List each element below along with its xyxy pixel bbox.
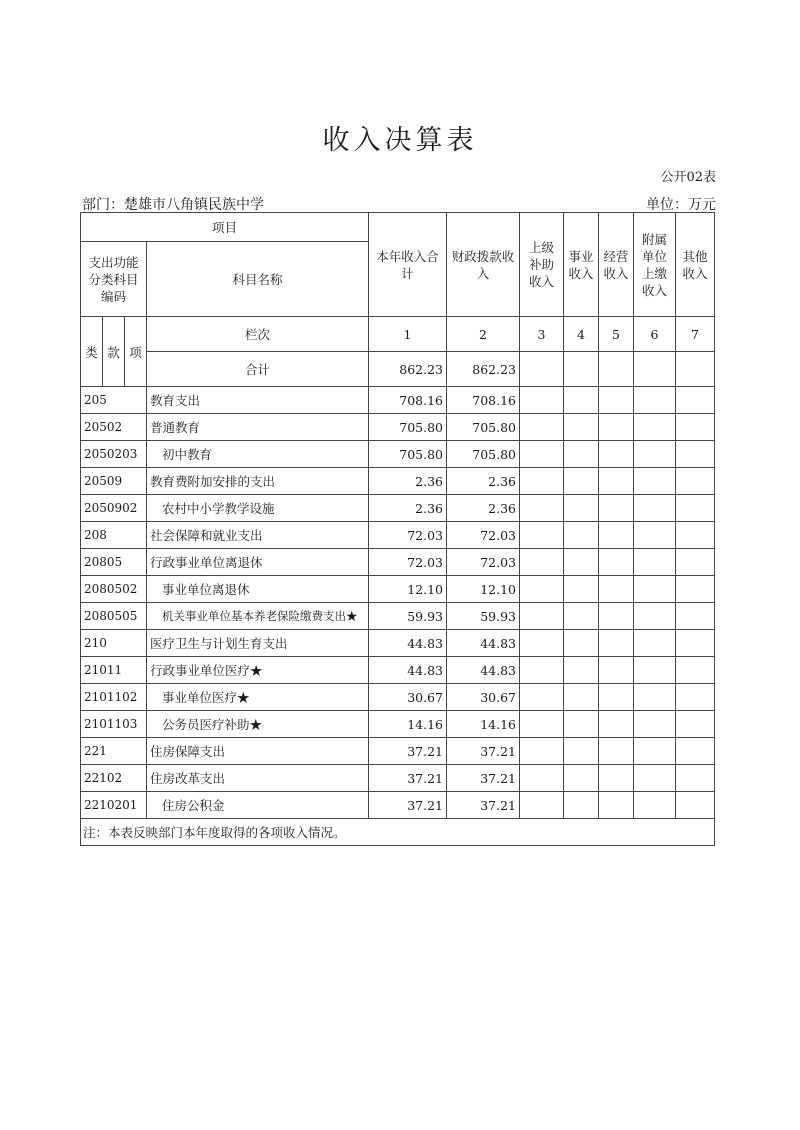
row-empty-cell — [564, 576, 599, 603]
unit-label: 单位：万元 — [646, 197, 716, 213]
row-fiscal: 14.16 — [447, 711, 520, 738]
table-row — [81, 765, 715, 792]
row-total: 14.16 — [369, 711, 447, 738]
income-table — [80, 212, 715, 846]
row-empty-cell — [520, 765, 564, 792]
row-empty-cell — [520, 711, 564, 738]
page-title: 收入决算表 — [322, 125, 478, 156]
table-row — [81, 549, 715, 576]
row-subject-text: 事业单位医疗★ — [162, 690, 250, 705]
table-row — [81, 495, 715, 522]
row-subject-name — [147, 792, 369, 819]
row-subject-name — [147, 468, 369, 495]
row-total: 37.21 — [369, 738, 447, 765]
row-empty-cell — [564, 603, 599, 630]
table-row — [81, 711, 715, 738]
table-note: 注：本表反映部门本年度取得的各项收入情况。 — [81, 819, 715, 846]
col-number-1: 1 — [369, 317, 447, 352]
total-value-4 — [564, 352, 599, 387]
row-empty-cell — [520, 738, 564, 765]
row-subject-text: 医疗卫生与计划生育支出 — [150, 636, 288, 651]
row-total: 59.93 — [369, 603, 447, 630]
lanci-label: 栏次 — [147, 317, 369, 352]
col-header-3: 上级补助收入 — [520, 213, 564, 317]
total-value-7 — [676, 352, 715, 387]
row-empty-cell — [676, 495, 715, 522]
department-label: 部门：楚雄市八角镇民族中学 — [82, 197, 264, 213]
col-number-5: 5 — [599, 317, 634, 352]
row-empty-cell — [564, 441, 599, 468]
row-empty-cell — [520, 657, 564, 684]
row-code: 20805 — [81, 549, 147, 576]
row-empty-cell — [634, 414, 676, 441]
total-value-6 — [634, 352, 676, 387]
row-empty-cell — [520, 441, 564, 468]
row-empty-cell — [520, 549, 564, 576]
row-empty-cell — [520, 576, 564, 603]
row-empty-cell — [634, 549, 676, 576]
total-label: 合计 — [147, 352, 369, 387]
table-row — [81, 603, 715, 630]
row-subject-name — [147, 441, 369, 468]
row-empty-cell — [520, 387, 564, 414]
row-subject-text: 行政事业单位医疗★ — [150, 663, 263, 678]
row-empty-cell — [564, 522, 599, 549]
row-empty-cell — [634, 468, 676, 495]
row-fiscal: 44.83 — [447, 657, 520, 684]
row-empty-cell — [676, 765, 715, 792]
table-row — [81, 522, 715, 549]
row-empty-cell — [676, 603, 715, 630]
row-empty-cell — [634, 711, 676, 738]
row-total: 2.36 — [369, 495, 447, 522]
row-code: 210 — [81, 630, 147, 657]
row-code: 2101102 — [81, 684, 147, 711]
table-row — [81, 387, 715, 414]
table-row — [81, 792, 715, 819]
row-empty-cell — [599, 792, 634, 819]
col-header-7: 其他收入 — [676, 213, 715, 317]
table-row — [81, 738, 715, 765]
row-subject-text: 事业单位离退休 — [162, 582, 250, 597]
row-empty-cell — [564, 630, 599, 657]
row-empty-cell — [676, 792, 715, 819]
row-empty-cell — [676, 711, 715, 738]
row-total: 30.67 — [369, 684, 447, 711]
row-empty-cell — [676, 684, 715, 711]
row-empty-cell — [564, 792, 599, 819]
row-subject-text: 社会保障和就业支出 — [150, 528, 263, 543]
row-total: 44.83 — [369, 630, 447, 657]
row-empty-cell — [634, 576, 676, 603]
total-value-1: 862.23 — [369, 352, 447, 387]
table-row — [81, 630, 715, 657]
row-fiscal: 72.03 — [447, 522, 520, 549]
xiang-header: 项 — [125, 317, 147, 387]
row-empty-cell — [599, 549, 634, 576]
row-empty-cell — [634, 684, 676, 711]
row-code: 2050203 — [81, 441, 147, 468]
row-empty-cell — [599, 738, 634, 765]
table-row — [81, 576, 715, 603]
col-number-6: 6 — [634, 317, 676, 352]
col-number-2: 2 — [447, 317, 520, 352]
row-total: 72.03 — [369, 522, 447, 549]
row-total: 72.03 — [369, 549, 447, 576]
row-empty-cell — [634, 630, 676, 657]
row-fiscal: 37.21 — [447, 765, 520, 792]
row-code: 22102 — [81, 765, 147, 792]
row-total: 705.80 — [369, 441, 447, 468]
row-empty-cell — [634, 738, 676, 765]
row-empty-cell — [520, 468, 564, 495]
table-row — [81, 684, 715, 711]
row-empty-cell — [634, 495, 676, 522]
row-empty-cell — [676, 657, 715, 684]
row-subject-name — [147, 414, 369, 441]
row-code: 205 — [81, 387, 147, 414]
col-header-4: 事业收入 — [564, 213, 599, 317]
row-code: 20509 — [81, 468, 147, 495]
row-fiscal: 2.36 — [447, 495, 520, 522]
row-empty-cell — [676, 441, 715, 468]
row-empty-cell — [634, 441, 676, 468]
row-subject-text: 行政事业单位离退休 — [150, 555, 263, 570]
form-number: 公开02表 — [660, 170, 716, 185]
col-header-6: 附属单位上缴收入 — [634, 213, 676, 317]
row-subject-name — [147, 387, 369, 414]
note-row — [81, 819, 715, 846]
row-total: 37.21 — [369, 765, 447, 792]
row-empty-cell — [564, 711, 599, 738]
row-subject-name — [147, 630, 369, 657]
row-total: 44.83 — [369, 657, 447, 684]
row-code: 2080502 — [81, 576, 147, 603]
row-empty-cell — [599, 603, 634, 630]
row-total: 12.10 — [369, 576, 447, 603]
row-empty-cell — [520, 603, 564, 630]
row-fiscal: 705.80 — [447, 441, 520, 468]
row-empty-cell — [564, 468, 599, 495]
row-empty-cell — [599, 387, 634, 414]
row-subject-text: 住房保障支出 — [150, 744, 226, 759]
project-header: 项目 — [81, 213, 369, 242]
row-code: 21011 — [81, 657, 147, 684]
row-fiscal: 12.10 — [447, 576, 520, 603]
row-empty-cell — [599, 765, 634, 792]
header-row-project — [81, 213, 715, 242]
row-empty-cell — [599, 414, 634, 441]
row-subject-name — [147, 738, 369, 765]
total-value-5 — [599, 352, 634, 387]
row-subject-text: 教育费附加安排的支出 — [150, 474, 276, 489]
row-empty-cell — [634, 657, 676, 684]
row-empty-cell — [564, 387, 599, 414]
row-empty-cell — [564, 765, 599, 792]
row-subject-name — [147, 711, 369, 738]
row-total: 708.16 — [369, 387, 447, 414]
row-empty-cell — [599, 468, 634, 495]
total-value-2: 862.23 — [447, 352, 520, 387]
col-header-2: 财政拨款收入 — [447, 213, 520, 317]
kuan-header: 款 — [103, 317, 125, 387]
row-subject-text: 公务员医疗补助★ — [162, 717, 263, 732]
table-row — [81, 657, 715, 684]
row-fiscal: 2.36 — [447, 468, 520, 495]
row-empty-cell — [564, 684, 599, 711]
row-fiscal: 705.80 — [447, 414, 520, 441]
row-code: 2101103 — [81, 711, 147, 738]
row-fiscal: 708.16 — [447, 387, 520, 414]
row-empty-cell — [676, 549, 715, 576]
col-header-1: 本年收入合计 — [369, 213, 447, 317]
row-subject-name — [147, 576, 369, 603]
subject-name-header: 科目名称 — [147, 242, 369, 317]
row-subject-text: 普通教育 — [150, 420, 201, 435]
col-header-5: 经营收入 — [599, 213, 634, 317]
row-empty-cell — [520, 684, 564, 711]
total-row — [81, 352, 715, 387]
table-row — [81, 468, 715, 495]
row-subject-name — [147, 657, 369, 684]
row-empty-cell — [599, 495, 634, 522]
row-code: 221 — [81, 738, 147, 765]
row-empty-cell — [599, 576, 634, 603]
row-empty-cell — [520, 414, 564, 441]
row-empty-cell — [676, 738, 715, 765]
row-subject-name — [147, 684, 369, 711]
row-empty-cell — [520, 495, 564, 522]
row-subject-text: 机关事业单位基本养老保险缴费支出★ — [162, 609, 358, 623]
row-empty-cell — [676, 522, 715, 549]
table-row — [81, 441, 715, 468]
row-subject-text: 农村中小学教学设施 — [162, 501, 275, 516]
row-empty-cell — [599, 441, 634, 468]
table-row — [81, 414, 715, 441]
row-total: 705.80 — [369, 414, 447, 441]
header-row-lanci — [81, 317, 715, 352]
row-subject-name — [147, 765, 369, 792]
row-total: 37.21 — [369, 792, 447, 819]
row-empty-cell — [564, 738, 599, 765]
row-empty-cell — [676, 387, 715, 414]
row-code: 208 — [81, 522, 147, 549]
row-empty-cell — [634, 387, 676, 414]
row-subject-name — [147, 495, 369, 522]
row-empty-cell — [634, 603, 676, 630]
total-value-3 — [520, 352, 564, 387]
row-subject-text: 住房改革支出 — [150, 771, 226, 786]
row-fiscal: 44.83 — [447, 630, 520, 657]
row-empty-cell — [676, 576, 715, 603]
row-empty-cell — [634, 765, 676, 792]
row-empty-cell — [520, 630, 564, 657]
row-code: 2050902 — [81, 495, 147, 522]
row-code: 2210201 — [81, 792, 147, 819]
row-empty-cell — [520, 792, 564, 819]
row-subject-text: 初中教育 — [162, 447, 213, 462]
row-empty-cell — [676, 630, 715, 657]
col-number-7: 7 — [676, 317, 715, 352]
row-empty-cell — [564, 657, 599, 684]
row-fiscal: 37.21 — [447, 792, 520, 819]
row-subject-text: 教育支出 — [150, 393, 201, 408]
row-subject-name — [147, 549, 369, 576]
row-total: 2.36 — [369, 468, 447, 495]
row-empty-cell — [599, 684, 634, 711]
row-empty-cell — [564, 549, 599, 576]
row-code: 20502 — [81, 414, 147, 441]
row-subject-name — [147, 603, 369, 630]
row-empty-cell — [676, 414, 715, 441]
row-fiscal: 72.03 — [447, 549, 520, 576]
row-subject-text: 住房公积金 — [162, 798, 225, 813]
col-number-3: 3 — [520, 317, 564, 352]
row-empty-cell — [599, 630, 634, 657]
row-empty-cell — [676, 468, 715, 495]
row-empty-cell — [564, 414, 599, 441]
col-number-4: 4 — [564, 317, 599, 352]
row-empty-cell — [634, 522, 676, 549]
row-subject-name — [147, 522, 369, 549]
row-fiscal: 30.67 — [447, 684, 520, 711]
func-code-header: 支出功能分类科目编码 — [81, 242, 147, 317]
row-code: 2080505 — [81, 603, 147, 630]
row-empty-cell — [599, 522, 634, 549]
row-empty-cell — [599, 711, 634, 738]
row-fiscal: 37.21 — [447, 738, 520, 765]
row-fiscal: 59.93 — [447, 603, 520, 630]
row-empty-cell — [520, 522, 564, 549]
row-empty-cell — [634, 792, 676, 819]
lei-header: 类 — [81, 317, 103, 387]
row-empty-cell — [564, 495, 599, 522]
row-empty-cell — [599, 657, 634, 684]
